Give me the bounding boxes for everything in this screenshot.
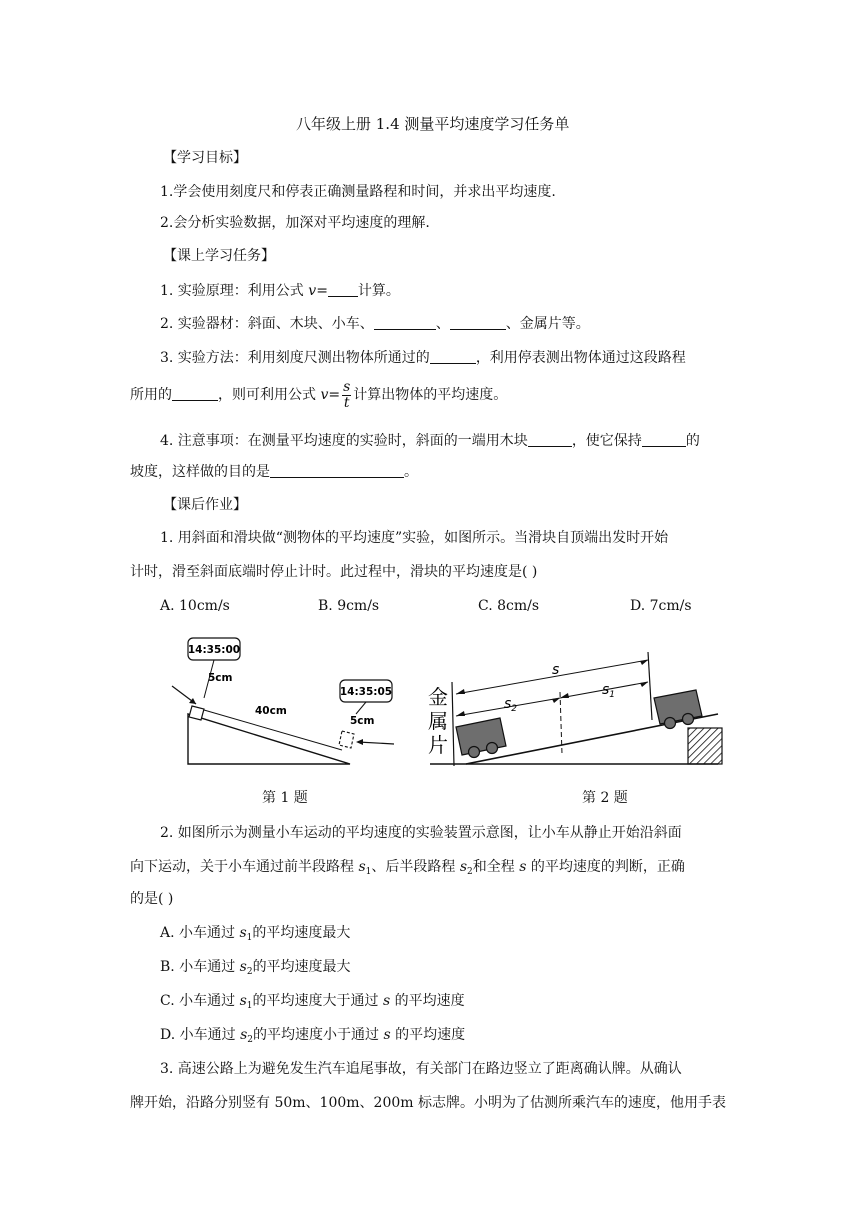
label-s2: $s_2$ [504,696,518,714]
task-3-line-2: 所用的 ，则可利用公式 v= $\frac{s}{t}$ 计算出物体的平均速度。 [130,378,508,411]
tasks-heading: 【课上学习任务】 [163,248,275,264]
figure-1-inclined-plane [170,636,400,772]
q2-option-c: C. 小车通过 $s_1$的平均速度大于通过 s 的平均速度 [160,993,465,1011]
homework-heading: 【课后作业】 [163,497,247,513]
q1-option-d: D. 7cm/s [630,598,692,614]
q3-line-1: 3. 高速公路上为避免发生汽车追尾事故，有关部门在路边竖立了距离确认牌。从确认 [160,1061,682,1077]
figure-2-caption: 第 2 题 [582,790,628,806]
q2-option-d: D. 小车通过 $s_2$的平均速度小于通过 s 的平均速度 [160,1027,466,1045]
metal-char-2: 属 [428,709,448,733]
document-title: 八年级上册 1.4 测量平均速度学习任务单 [296,115,570,133]
task-4-line-1: 4. 注意事项：在测量平均速度的实验时，斜面的一端用木块 ，使它保持 的 [160,433,700,449]
goal-item-2: 2.会分析实验数据，加深对平均速度的理解. [160,215,430,231]
slider-block-bottom [339,731,354,748]
label-s1: $s_1$ [602,682,616,700]
q2-line-2: 向下运动，关于小车通过前半段路程 $s_1$、后半段路程 $s_2$和全程 s 的平均速度的判断，正确 [130,859,685,877]
q2-line-3: 的是( ) [130,891,174,907]
goals-heading: 【学习目标】 [163,150,247,166]
metal-char-3: 片 [428,733,448,757]
q1-line-2: 计时，滑至斜面底端时停止计时。此过程中，滑块的平均速度是( ) [130,564,538,580]
inclined-plane-shape [188,714,350,764]
metal-plate-line [452,682,454,766]
task-1: 1. 实验原理：利用公式 v= 计算。 [160,283,400,299]
q1-option-a: A. 10cm/s [160,598,230,614]
q1-options [0,596,860,616]
q3-line-2: 牌开始，沿路分别竖有 50m、100m、200m 标志牌。小明为了估测所乘汽车的速度，他用手表 [130,1095,726,1111]
length-slope: 40cm [255,705,287,717]
timer-start-text: 14:35:00 [187,644,241,656]
figure-2-cart-incline [426,652,726,770]
q2-option-a: A. 小车通过 $s_1$的平均速度最大 [160,925,351,943]
goal-item-1: 1.学会使用刻度尺和停表正确测量路程和时间，并求出平均速度. [160,184,556,200]
length-block-top: 5cm [208,672,233,684]
figure-1-caption: 第 1 题 [262,790,308,806]
label-s-total: s [552,662,560,678]
fraction-s-over-t: $\frac{s}{t}$ [343,378,351,411]
support-block [688,728,722,764]
cart-bottom [456,718,506,758]
q2-line-1: 2. 如图所示为测量小车运动的平均速度的实验装置示意图，让小车从静止开始沿斜面 [160,825,682,841]
q1-option-b: B. 9cm/s [318,598,380,614]
slider-block-top [189,706,204,720]
task-4-line-2: 坡度，这样做的目的是 。 [130,464,418,480]
length-block-bottom: 5cm [350,715,375,727]
timer-end-text: 14:35:05 [339,686,393,698]
task-2: 2. 实验器材：斜面、木块、小车、 、 、金属片等。 [160,316,590,332]
task-3-line-1: 3. 实验方法：利用刻度尺测出物体所通过的 ，利用停表测出物体通过这段路程 [160,350,686,366]
metal-char-1: 金 [428,685,448,709]
q1-line-1: 1. 用斜面和滑块做“测物体的平均速度”实验，如图所示。当滑块自顶端出发时开始 [160,530,669,546]
q2-option-b: B. 小车通过 $s_2$的平均速度最大 [160,959,351,977]
q1-option-c: C. 8cm/s [478,598,540,614]
